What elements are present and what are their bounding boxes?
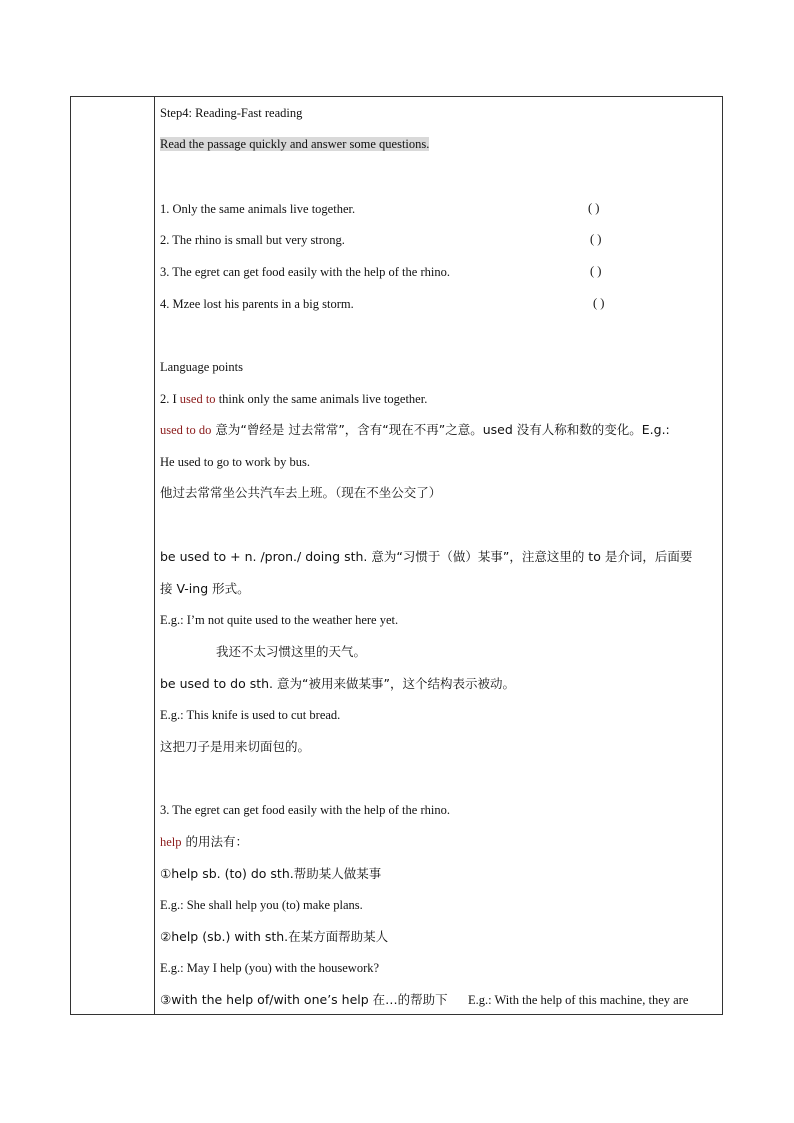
help-usage-1-example: E.g.: She shall help you (to) make plans. [160, 898, 363, 912]
be-used-to-line1: be used to + n. /pron./ doing sth. 意为“习惯于（做）某事”，注意这里的 to 是介词，后面要 [160, 549, 693, 564]
question-2: 2. The rhino is small but very strong. [160, 233, 345, 247]
question-4: 4. Mzee lost his parents in a big storm. [160, 297, 354, 311]
answer-blank-2[interactable]: ( ) [590, 232, 602, 246]
instruction: Read the passage quickly and answer some questions. [160, 137, 430, 151]
help-usage-2-example: E.g.: May I help (you) with the housework? [160, 961, 380, 975]
help-usage-3: ③with the help of/with one’s help 在…的帮助下 [160, 992, 448, 1007]
point2-example2-zh: 我还不太习惯这里的天气。 [216, 644, 367, 659]
point2-sentence: 2. I used to think only the same animals live together. [160, 392, 428, 406]
point2-example3: E.g.: This knife is used to cut bread. [160, 708, 341, 722]
answer-blank-4[interactable]: ( ) [593, 296, 605, 310]
question-3: 3. The egret can get food easily with the help of the rhino. [160, 265, 450, 279]
point3-sentence: 3. The egret can get food easily with the help of the rhino. [160, 803, 450, 817]
point2-example3-zh: 这把刀子是用来切面包的。 [160, 739, 311, 754]
be-used-to-line2: 接 V-ing 形式。 [160, 581, 250, 596]
point2-example1: He used to go to work by bus. [160, 455, 310, 469]
be-used-to-do: be used to do sth. 意为“被用来做某事”，这个结构表示被动。 [160, 676, 515, 691]
column-divider [154, 97, 155, 1014]
help-usage-2: ②help (sb.) with sth.在某方面帮助某人 [160, 929, 389, 944]
question-1: 1. Only the same animals live together. [160, 202, 356, 216]
point2-definition: used to do 意为“曾经是 过去常常”，含有“现在不再”之意。used 没有人称和数的变化。E.g.: [160, 422, 670, 437]
step-title: Step4: Reading-Fast reading [160, 106, 303, 120]
language-points-title: Language points [160, 360, 243, 374]
help-usage-3-example: E.g.: With the help of this machine, they are [468, 993, 689, 1007]
answer-blank-3[interactable]: ( ) [590, 264, 602, 278]
point2-example1-zh: 他过去常常坐公共汽车去上班。（现在不坐公交了） [160, 485, 442, 500]
point2-example2: E.g.: I’m not quite used to the weather here yet. [160, 613, 399, 627]
answer-blank-1[interactable]: ( ) [588, 201, 600, 215]
help-usage-1: ①help sb. (to) do sth.帮助某人做某事 [160, 866, 382, 881]
help-usage-title: help 的用法有： [160, 834, 249, 849]
